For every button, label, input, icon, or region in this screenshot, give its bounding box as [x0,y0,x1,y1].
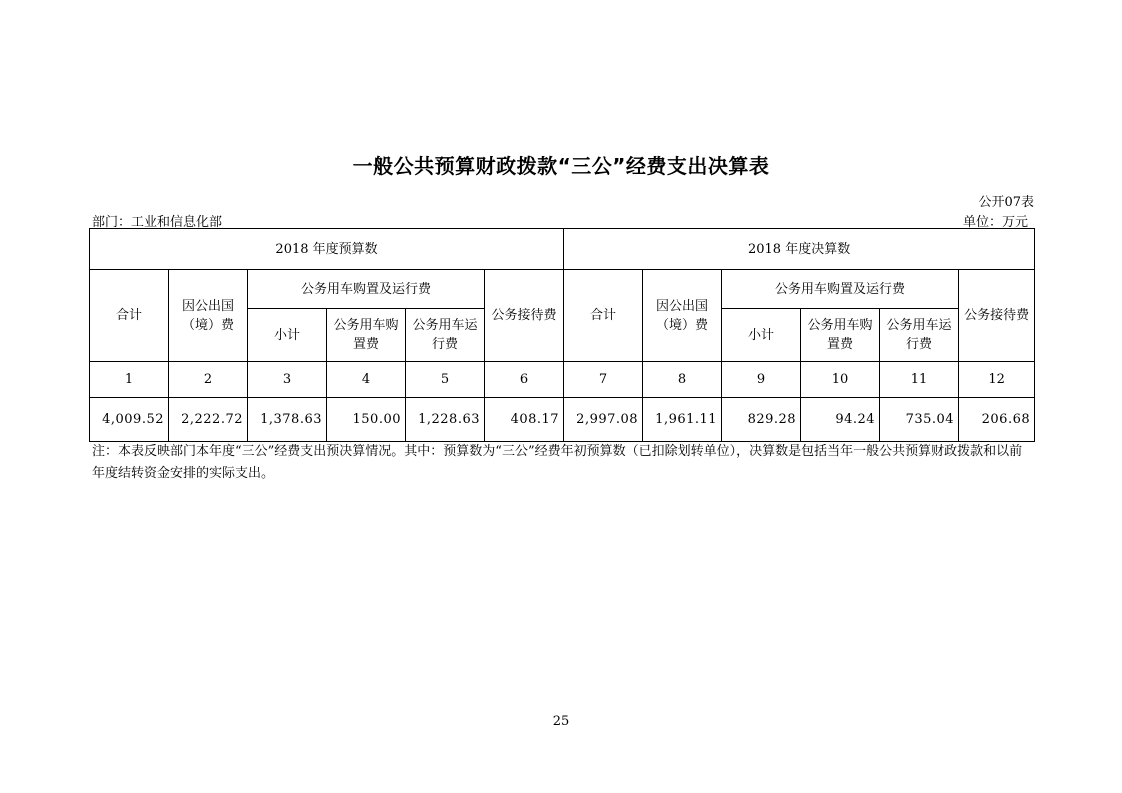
index-cell: 11 [880,362,959,398]
index-row [90,362,1035,398]
value-cell: 2,222.72 [169,398,248,442]
value-cell: 1,961.11 [643,398,722,442]
group-header-row [90,229,1035,270]
index-cell: 3 [248,362,327,398]
value-cell: 735.04 [880,398,959,442]
expenditure-table [89,228,1035,442]
unit-label: 单位：万元 [962,215,1028,230]
index-cell: 1 [90,362,169,398]
index-cell: 6 [485,362,564,398]
index-cell: 8 [643,362,722,398]
index-cell: 5 [406,362,485,398]
value-row [90,398,1035,442]
value-cell: 2,997.08 [564,398,643,442]
value-cell: 94.24 [801,398,880,442]
final-vehicle-group-header: 公务用车购置及运行费 [722,270,959,309]
value-cell: 408.17 [485,398,564,442]
index-cell: 10 [801,362,880,398]
value-cell: 1,378.63 [248,398,327,442]
final-group-header: 2018 年度决算数 [564,229,1035,270]
value-cell: 206.68 [959,398,1035,442]
index-cell: 7 [564,362,643,398]
final-subtotal-header: 小计 [722,309,801,362]
budget-vehicle-group-header: 公务用车购置及运行费 [248,270,485,309]
final-vehicle-purchase-header: 公务用车购置费 [801,309,880,362]
budget-vehicle-purchase-header: 公务用车购置费 [327,309,406,362]
budget-reception-header: 公务接待费 [485,270,564,362]
final-vehicle-run-header: 公务用车运行费 [880,309,959,362]
department-label: 部门：工业和信息化部 [92,215,223,230]
final-reception-header: 公务接待费 [959,270,1035,362]
value-cell: 1,228.63 [406,398,485,442]
value-cell: 4,009.52 [90,398,169,442]
index-cell: 9 [722,362,801,398]
value-cell: 829.28 [722,398,801,442]
budget-vehicle-run-header: 公务用车运行费 [406,309,485,362]
budget-group-header: 2018 年度预算数 [90,229,564,270]
budget-total-header: 合计 [90,270,169,362]
table-note: 注：本表反映部门本年度“三公”经费支出预决算情况。其中：预算数为“三公”经费年初预算数（已扣除划转单位），决算数是包括当年一般公共预算财政拨款和以前年度结转资金安排的实际支出。 [92,444,1023,481]
index-cell: 12 [959,362,1035,398]
page-title: 一般公共预算财政拨款“三公”经费支出决算表 [352,154,770,178]
final-total-header: 合计 [564,270,643,362]
budget-abroad-header: 因公出国（境）费 [169,270,248,362]
final-abroad-header: 因公出国（境）费 [643,270,722,362]
budget-subtotal-header: 小计 [248,309,327,362]
page-number: 25 [552,714,570,729]
column-header-row [90,270,1035,309]
index-cell: 4 [327,362,406,398]
index-cell: 2 [169,362,248,398]
form-number: 公开07表 [978,195,1034,210]
value-cell: 150.00 [327,398,406,442]
